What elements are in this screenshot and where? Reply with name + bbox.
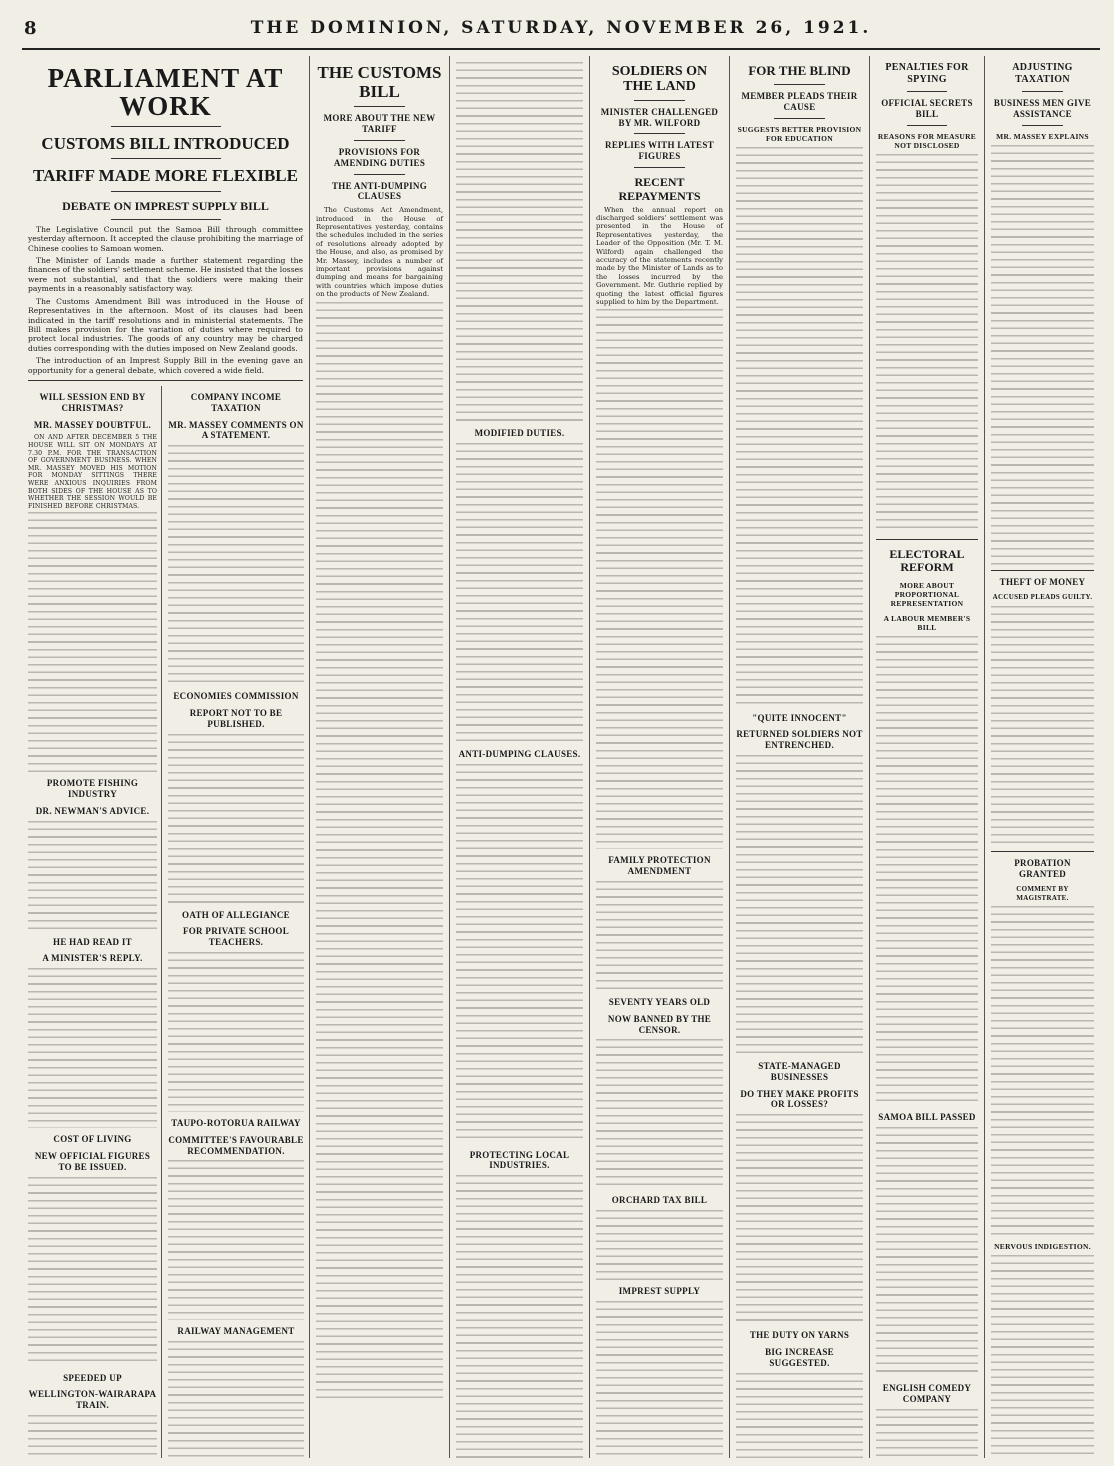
article-text-block	[596, 1301, 723, 1458]
divider	[111, 126, 221, 127]
subheading-private-teachers: FOR PRIVATE SCHOOL TEACHERS.	[182, 926, 290, 948]
article-text-block	[456, 1175, 583, 1458]
divider	[1022, 125, 1063, 126]
subhead-member-pleads: MEMBER PLEADS THEIR CAUSE	[741, 90, 858, 112]
headline-for-the-blind: FOR THE BLIND	[748, 63, 851, 78]
heading-seventy-years: SEVENTY YEARS OLD	[608, 997, 711, 1008]
article-text-block	[736, 755, 863, 1055]
heading-family-protection: FAMILY PROTECTION AMENDMENT	[608, 855, 711, 877]
heading-imprest-supply: IMPREST SUPPLY	[618, 1286, 701, 1297]
heading-quite-innocent: "QUITE INNOCENT"	[752, 712, 847, 723]
heading-railway-management: RAILWAY MANAGEMENT	[177, 1326, 295, 1337]
heading-session-end: WILL SESSION END BY CHRISTMAS?	[39, 391, 146, 413]
column-customs-continued	[450, 56, 590, 1458]
subhead-education: SUGGESTS BETTER PROVISION FOR EDUCATION	[737, 124, 862, 143]
heading-probation-granted: PROBATION GRANTED	[1014, 857, 1071, 879]
article-text-block	[991, 1255, 1094, 1455]
article-text-block	[876, 1409, 978, 1458]
headline-adjusting-taxation: ADJUSTING TAXATION	[1012, 62, 1073, 85]
subheading-proportional-representation: MORE ABOUT PROPORTIONAL REPRESENTATION	[890, 581, 964, 609]
subheading-banned-censor: NOW BANNED BY THE CENSOR.	[607, 1013, 712, 1035]
subheading-massey-comments: MR. MASSEY COMMENTS ON A STATEMENT.	[168, 419, 304, 441]
subhead-massey-explains: MR. MASSEY EXPLAINS	[996, 131, 1089, 141]
heading-samoa-bill: SAMOA BILL PASSED	[878, 1112, 976, 1123]
subhead-imprest-debate: DEBATE ON IMPREST SUPPLY BILL	[62, 199, 269, 214]
lead-paragraph: The introduction of an Imprest Supply Bill in the evening gave an opportunity for a general debate, which covered a wide field.	[28, 356, 303, 375]
divider	[111, 158, 221, 159]
subheading-newman-advice: DR. NEWMAN'S ADVICE.	[35, 805, 150, 816]
headline-soldiers-on-land: SOLDIERS ON THE LAND	[611, 64, 708, 95]
article-text-block	[456, 443, 583, 743]
subhead-business-assistance: BUSINESS MEN GIVE ASSISTANCE	[993, 98, 1092, 119]
divider	[907, 91, 948, 92]
divider	[354, 174, 405, 175]
subheading-not-entrenched: RETURNED SOLDIERS NOT ENTRENCHED.	[736, 729, 863, 751]
article-text-block	[876, 1127, 978, 1377]
subhead-tariff-flexible: TARIFF MADE MORE FLEXIBLE	[33, 166, 298, 186]
article-text-block	[736, 147, 863, 707]
article-text: ON AND AFTER DECEMBER 5 THE HOUSE WILL SIT ON MONDAYS AT 7.30 P.M. FOR THE TRANSACTION OF GOVERNMENT BUSINESS. WHEN MR. MASSEY MOVED HIS MOTION FOR MONDAY SITTINGS THERE WERE ANXIOUS INQUIRIES FROM BOTH SIDES OF THE HOUSE AS TO WHETHER THE SESSION WOULD BE FINISHED BEFORE CHRISTMAS.	[28, 434, 157, 510]
headline-parliament-at-work: PARLIAMENT AT WORK	[47, 63, 284, 122]
divider	[991, 570, 1094, 571]
divider	[991, 851, 1094, 852]
divider	[111, 219, 221, 220]
subheading-new-figures: NEW OFFICIAL FIGURES TO BE ISSUED.	[34, 1151, 151, 1172]
column-soldiers-land	[590, 56, 730, 1458]
subhead-customs-bill-introduced: CUSTOMS BILL INTRODUCED	[41, 133, 290, 153]
lead-paragraph: When the annual report on discharged soldiers' settlement was presented in the House of Representatives yesterday, the Leader of the Opposition (Mr. T. M. Wilford) again challenged the accuracy of the statements recently made by the Minister of Lands as to the losses incurred by the Government. Mr. Guthrie replied by quoting the latest official figures supplied to him by the Department.	[596, 205, 723, 307]
article-text-block	[28, 968, 157, 1128]
article-text-block	[168, 734, 304, 904]
divider	[1022, 91, 1063, 92]
divider	[28, 380, 303, 381]
article-text-block	[168, 1160, 304, 1320]
subheading-modified-duties: MODIFIED DUTIES.	[474, 428, 565, 438]
column-adjusting-taxation	[985, 56, 1100, 1458]
divider	[634, 167, 685, 168]
divider	[634, 100, 685, 101]
heading-oath-allegiance: OATH OF ALLEGIANCE	[182, 909, 290, 920]
heading-nervous-indigestion: NERVOUS INDIGESTION.	[994, 1242, 1091, 1252]
subheading-profits-losses: DO THEY MAKE PROFITS OR LOSSES?	[740, 1088, 859, 1110]
subhead-amending-duties: PROVISIONS FOR AMENDING DUTIES	[333, 146, 426, 168]
subhead-antidumping: THE ANTI-DUMPING CLAUSES	[331, 180, 428, 202]
heading-economies-commission: ECONOMIES COMMISSION	[173, 691, 299, 702]
article-text-block	[596, 881, 723, 991]
article-text-block	[456, 764, 583, 1144]
lead-paragraph: The Customs Act Amendment, introduced in the House of Representatives yesterday, contains the schedules included in the series of resolutions already adopted by the House, and also, as promised by Mr. Massey, includes a number of important provisions against dumping and means for bargaining with countries which impose duties on the products of New Zealand.	[316, 206, 443, 299]
subheading-minister-reply: A MINISTER'S REPLY.	[42, 953, 143, 964]
subhead-recent-repayments: RECENT REPAYMENTS	[618, 174, 701, 203]
article-text-block	[168, 1341, 304, 1458]
heading-fishing-industry: PROMOTE FISHING INDUSTRY	[46, 778, 139, 800]
article-text-block	[991, 906, 1094, 1236]
divider	[876, 539, 978, 540]
divider	[907, 125, 948, 126]
article-text-block	[991, 145, 1094, 565]
article-text-block	[168, 952, 304, 1112]
heading-company-taxation: COMPANY INCOME TAXATION	[190, 391, 282, 413]
article-text-block	[876, 154, 978, 534]
heading-had-read-it: HE HAD READ IT	[53, 936, 132, 947]
article-text-block	[736, 1114, 863, 1324]
subheading-committee-recommendation: COMMITTEE'S FAVOURABLE RECOMMENDATION.	[168, 1134, 304, 1156]
subheading-pleads-guilty: ACCUSED PLEADS GUILTY.	[992, 593, 1093, 602]
masthead	[22, 8, 1100, 50]
headline-customs-bill: THE CUSTOMS BILL	[317, 63, 442, 101]
column-customs-bill	[310, 56, 450, 1458]
headline-penalties-spying: PENALTIES FOR SPYING	[885, 62, 969, 85]
heading-state-businesses: STATE-MANAGED BUSINESSES	[758, 1060, 841, 1082]
subheading-massey-doubtful: MR. MASSEY DOUBTFUL.	[33, 419, 152, 430]
article-text-block	[596, 1210, 723, 1280]
article-text-block	[28, 821, 157, 931]
article-text-block	[736, 1373, 863, 1459]
page-number: 8	[24, 18, 37, 39]
heading-electoral-reform: ELECTORAL REFORM	[889, 546, 965, 575]
article-text-block	[28, 1415, 157, 1458]
subheading-protecting-industries: PROTECTING LOCAL INDUSTRIES.	[469, 1149, 570, 1171]
lead-paragraph: The Minister of Lands made a further statement regarding the finances of the soldiers' settlement scheme. He insisted that the losses were not substantial, and that the soldiers were making their payments in a reasonably satisfactory way.	[28, 256, 303, 294]
article-text-block	[596, 1039, 723, 1189]
article-text-block	[991, 606, 1094, 846]
subheading-labour-member-bill: A LABOUR MEMBER'S BILL	[883, 614, 971, 633]
divider	[354, 106, 405, 107]
lead-paragraph: The Customs Amendment Bill was introduced in the House of Representatives in the afternoon. Most of its clauses had been indicated in the tariff resolutions and in ministerial statements. The Bill makes provision for the variation of duties where required to protect local industries. The goods of any country may be charged duties corresponding with the duties imposed on New Zealand goods.	[28, 296, 303, 353]
heading-cost-of-living: COST OF LIVING	[53, 1134, 132, 1145]
heading-orchard-tax: ORCHARD TAX BILL	[611, 1195, 708, 1206]
article-text-block	[28, 512, 157, 772]
subheading-antidumping-clauses: ANTI-DUMPING CLAUSES.	[458, 748, 581, 759]
heading-taupo-railway: TAUPO-ROTORUA RAILWAY	[171, 1117, 301, 1128]
heading-speeded-up: SPEEDED UP	[63, 1372, 122, 1383]
newspaper-page	[22, 8, 1100, 1458]
subhead-latest-figures: REPLIES WITH LATEST FIGURES	[605, 140, 714, 162]
masthead-title: THE DOMINION, SATURDAY, NOVEMBER 26, 1921.	[250, 18, 872, 38]
column-for-the-blind	[730, 56, 870, 1458]
article-text-block	[316, 302, 443, 1402]
article-text-block	[596, 309, 723, 849]
divider	[354, 140, 405, 141]
column-parliament	[22, 56, 310, 1458]
column-penalties-spying	[870, 56, 985, 1458]
divider	[111, 191, 221, 192]
sub-columns	[28, 386, 304, 1411]
sub-column-left	[28, 386, 162, 1458]
subheading-big-increase: BIG INCREASE SUGGESTED.	[765, 1346, 834, 1368]
heading-theft-money: THEFT OF MONEY	[999, 576, 1086, 587]
heading-duty-yarns: THE DUTY ON YARNS	[749, 1330, 850, 1341]
lead-paragraph: The Legislative Council put the Samoa Bill through committee yesterday afternoon. It accepted the clause prohibiting the marriage of Chinese coolies to Samoan women.	[28, 224, 303, 253]
article-columns	[22, 56, 1100, 1458]
article-text-block	[168, 445, 304, 685]
article-text-block	[456, 62, 583, 422]
article-text-block	[28, 1177, 157, 1367]
subhead-new-tariff: MORE ABOUT THE NEW TARIFF	[323, 113, 436, 135]
subhead-minister-challenged: MINISTER CHALLENGED BY MR. WILFORD	[600, 106, 719, 128]
divider	[774, 118, 825, 119]
subhead-official-secrets: OFFICIAL SECRETS BILL	[881, 98, 973, 119]
subheading-magistrate-comment: COMMENT BY MAGISTRATE.	[1016, 885, 1069, 902]
subheading-wairarapa-train: WELLINGTON-WAIRARAPA TRAIN.	[28, 1389, 157, 1411]
divider	[634, 133, 685, 134]
divider	[774, 84, 825, 85]
heading-english-comedy: ENGLISH COMEDY COMPANY	[882, 1382, 972, 1404]
subhead-reasons-not-disclosed: REASONS FOR MEASURE NOT DISCLOSED	[877, 131, 977, 150]
sub-column-right	[168, 386, 304, 1458]
subheading-report-not-published: REPORT NOT TO BE PUBLISHED.	[189, 707, 283, 729]
article-text-block	[876, 636, 978, 1106]
